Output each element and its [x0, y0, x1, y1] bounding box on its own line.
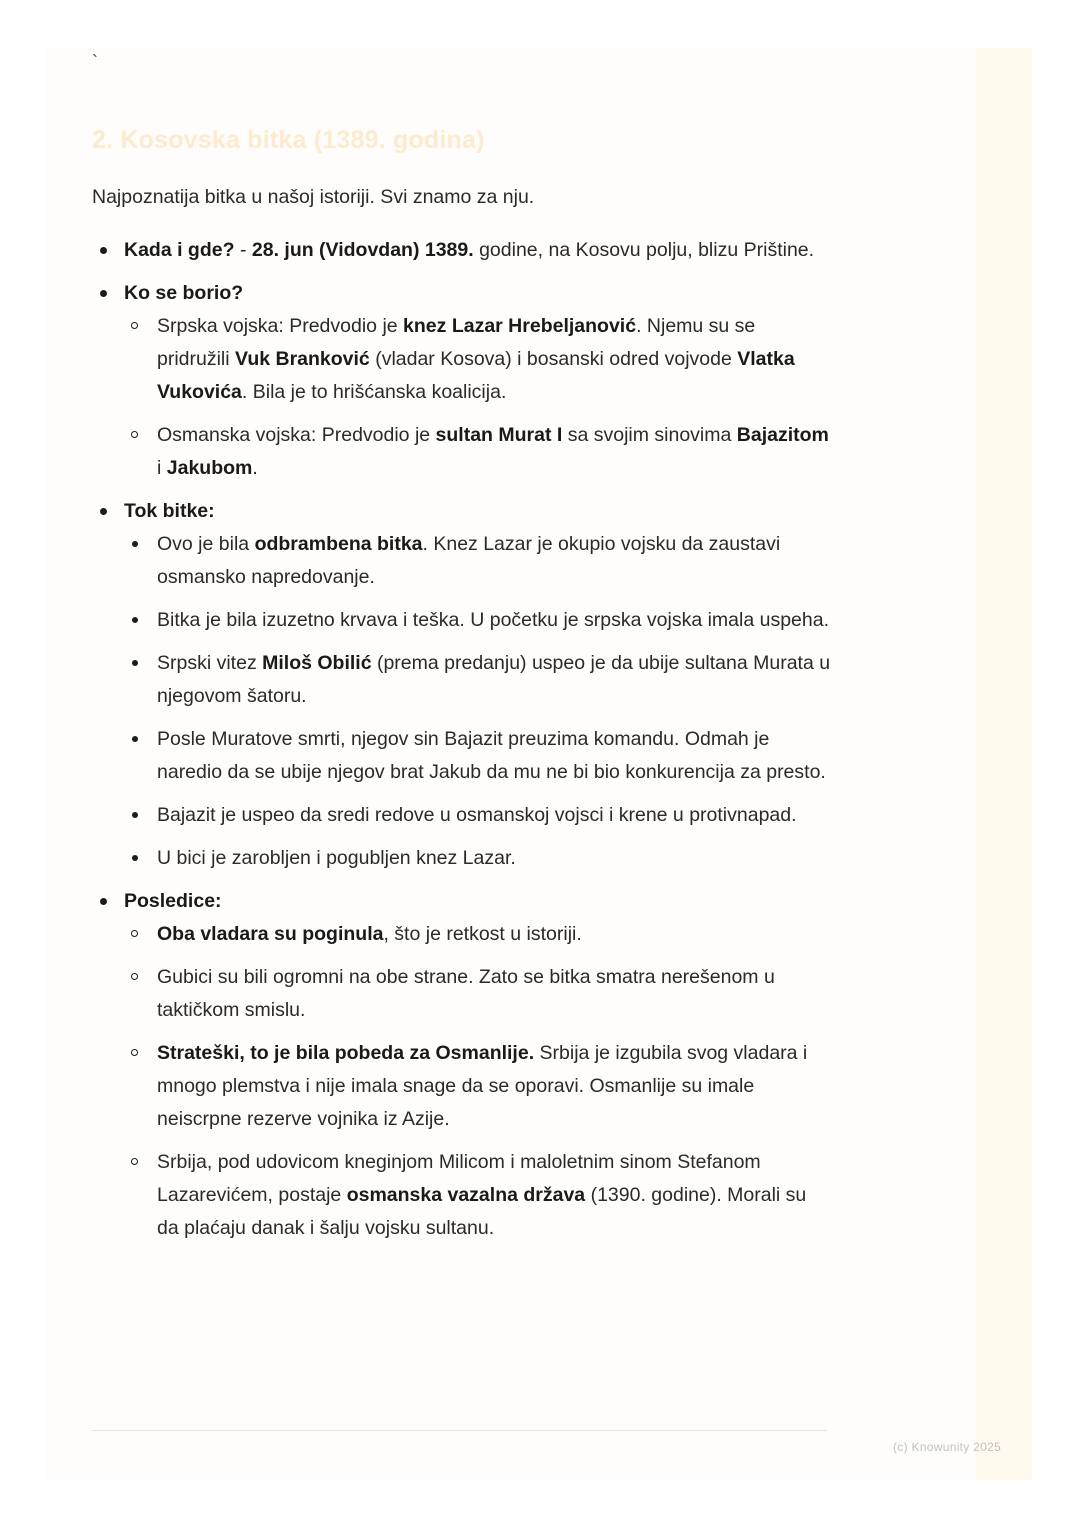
circle-bullet-icon	[131, 1049, 138, 1056]
text: . Njemu su se pridružili	[157, 315, 756, 370]
text: sa svojim sinovima	[562, 424, 737, 446]
bold-text: Vuk Branković	[235, 348, 370, 370]
horizontal-divider	[92, 1430, 827, 1431]
sub-item	[124, 918, 832, 951]
text: (vladar Kosova) i bosanski odred vojvode	[369, 348, 738, 370]
sub-item	[124, 723, 832, 789]
bold-text: odbrambena bitka	[254, 533, 423, 555]
bullet-icon	[100, 898, 107, 905]
text: Srpska vojska: Predvodio je	[157, 315, 404, 337]
sub-item	[124, 1037, 832, 1136]
stray-tick-mark: `	[92, 52, 98, 72]
bold-text: Kada i gde?	[124, 239, 235, 261]
text: U bici je zarobljen i pogubljen knez Lazar.	[157, 847, 516, 869]
sub-item	[124, 528, 832, 594]
text: Osmanska vojska: Predvodio je	[157, 424, 436, 446]
bold-text: knez Lazar Hrebeljanović	[403, 315, 637, 337]
list-item-consequences	[92, 885, 832, 1245]
text: -	[234, 239, 252, 261]
text: . Knez Lazar je okupio vojsku da zaustavi osmansko napredovanje.	[157, 533, 781, 588]
text: Srpski vitez	[157, 652, 263, 674]
text: Gubici su bili ogromni na obe strane. Zato se bitka smatra nerešenom u taktičkom smislu.	[157, 966, 775, 1021]
circle-bullet-icon	[131, 1158, 138, 1165]
circle-bullet-icon	[131, 322, 138, 329]
bullet-icon	[132, 812, 138, 818]
text: (prema predanju) uspeo je da ubije sultana Murata u njegovom šatoru.	[157, 652, 831, 707]
text: (1390. godine). Morali su da plaćaju danak i šalju vojsku sultanu.	[157, 1184, 807, 1239]
text: Srbija je izgubila svog vladara i mnogo plemstva i nije imala snage da se oporavi. Osmanlije su imale neiscrpne rezerve vojnika iz Azije.	[157, 1042, 808, 1130]
bold-text: 28. jun (Vidovdan) 1389.	[251, 239, 474, 261]
item-label: Posledice:	[124, 890, 222, 912]
bold-text: sultan Murat I	[435, 424, 563, 446]
circle-bullet-icon	[131, 431, 138, 438]
content-list	[92, 234, 832, 1255]
bold-text: Oba vladara su poginula	[157, 923, 384, 945]
page-margin-strip	[976, 48, 1032, 1480]
text: Bajazit je uspeo da sredi redove u osmanskoj vojsci i krene u protivnapad.	[157, 804, 797, 826]
bullet-icon	[132, 660, 138, 666]
text: .	[252, 457, 258, 479]
text: . Bila je to hrišćanska koalicija.	[241, 381, 507, 403]
bullet-icon	[132, 855, 138, 861]
section-heading: 2. Kosovska bitka (1389. godina)	[92, 126, 485, 154]
text: i	[157, 457, 167, 479]
text: Posle Muratove smrti, njegov sin Bajazit preuzima komandu. Odmah je naredio da se ubije njegov brat Jakub da mu ne bi bio konkurencija za presto.	[157, 728, 826, 783]
sub-list	[124, 918, 832, 1245]
circle-bullet-icon	[131, 973, 138, 980]
sub-list	[124, 528, 832, 875]
sub-item	[124, 647, 832, 713]
item-label: Tok bitke:	[124, 500, 215, 522]
bullet-icon	[132, 736, 138, 742]
sub-item	[124, 604, 832, 637]
text: Bitka je bila izuzetno krvava i teška. U početku je srpska vojska imala uspeha.	[157, 609, 829, 631]
bullet-icon	[132, 617, 138, 623]
circle-bullet-icon	[131, 930, 138, 937]
list-item-when	[92, 234, 832, 267]
bold-text: Strateški, to je bila pobeda za Osmanlije.	[157, 1042, 535, 1064]
text: Ovo je bila	[157, 533, 255, 555]
sub-item	[124, 799, 832, 832]
bold-text: osmanska vazalna država	[346, 1184, 586, 1206]
bullet-icon	[100, 508, 107, 515]
bullet-icon	[100, 290, 107, 297]
list-item-who	[92, 277, 832, 485]
bold-text: Bajazitom	[736, 424, 829, 446]
bullet-icon	[132, 541, 138, 547]
bullet-icon	[100, 247, 107, 254]
sub-item	[124, 961, 832, 1027]
bold-text: Jakubom	[166, 457, 253, 479]
bold-text: Miloš Obilić	[262, 652, 372, 674]
text: Srbija, pod udovicom kneginjom Milicom i maloletnim sinom Stefanom Lazarevićem, postaje	[157, 1151, 761, 1206]
sub-item-ottoman-army	[124, 419, 832, 485]
text: , što je retkost u istoriji.	[383, 923, 582, 945]
item-label: Ko se borio?	[124, 282, 244, 304]
copyright-footer: (c) Knowunity 2025	[893, 1440, 1002, 1454]
main-list	[92, 234, 832, 1245]
sub-item-serbian-army	[124, 310, 832, 409]
bold-text: Vlatka Vukovića	[157, 348, 795, 403]
sub-list	[124, 310, 832, 485]
text: godine, na Kosovu polju, blizu Prištine.	[473, 239, 815, 261]
sub-item	[124, 1146, 832, 1245]
sub-item	[124, 842, 832, 875]
intro-paragraph: Najpoznatija bitka u našoj istoriji. Svi znamo za nju.	[92, 186, 535, 208]
list-item-course	[92, 495, 832, 875]
